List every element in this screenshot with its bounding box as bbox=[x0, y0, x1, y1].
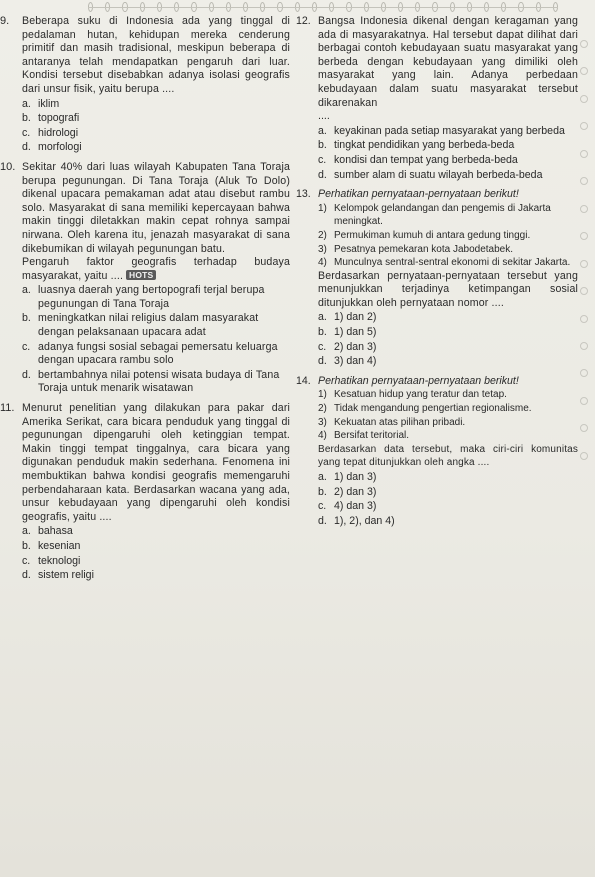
question-number: 14. bbox=[296, 374, 311, 387]
question-number: 12. bbox=[296, 15, 311, 27]
option-a[interactable]: a. luasnya daerah yang bertopografi terjal berupa pegunungan di Tana Toraja bbox=[22, 284, 265, 310]
option-a[interactable]: a. 1) dan 3) bbox=[318, 471, 377, 483]
question-11 bbox=[0, 402, 290, 583]
question-stem: Menurut penelitian yang dilakukan para pakar dari Amerika Serikat, cara bicara penduduk yang tinggal di pegunungan dipengaruhi oleh ketinggian tempat. Makin tinggi tempat tinggalnya, cara bicara yang digunakan penduduk makin sederhana. Fenomena ini membuktikan bahwa kondisi geografis memengaruhi perbendaharaan kata. Berdasarkan wacana yang ada, unsur kebudayaan yang dipengaruhi oleh kondisi geografis, yaitu .... bbox=[22, 402, 290, 523]
option-a[interactable]: a. bahasa bbox=[22, 525, 73, 538]
question-14 bbox=[296, 375, 578, 529]
option-d[interactable]: d. bertambahnya nilai potensi wisata budaya di Tana Toraja untuk menarik wisatawan bbox=[22, 368, 280, 395]
question-number: 11. bbox=[0, 402, 15, 415]
question-instruction: Perhatikan pernyataan-pernyataan berikut! bbox=[318, 188, 519, 201]
statement-2: 2) Tidak mengandung pengertian regionalisme. bbox=[318, 403, 532, 415]
question-number: 9. bbox=[0, 15, 10, 27]
option-c[interactable]: c. 2) dan 3) bbox=[318, 340, 377, 353]
decorative-border-right bbox=[579, 40, 589, 460]
question-instruction: Perhatikan pernyataan-pernyataan berikut! bbox=[318, 374, 519, 387]
option-b[interactable]: b. tingkat pendidikan yang berbeda-beda bbox=[318, 139, 515, 152]
option-b[interactable]: b. topografi bbox=[22, 112, 80, 125]
statement-1: 1) Kelompok gelandangan dan pengemis di Jakarta meningkat. bbox=[318, 202, 551, 228]
option-d[interactable]: d. sumber alam di suatu wilayah berbeda-beda bbox=[318, 168, 543, 181]
option-a[interactable]: a. keyakinan pada setiap masyarakat yang berbeda bbox=[318, 124, 565, 137]
question-stem: Berdasarkan data tersebut, maka ciri-ciri komunitas yang tepat ditunjukkan oleh angka .... bbox=[318, 443, 578, 469]
hots-badge: HOTS bbox=[126, 270, 156, 280]
option-b[interactable]: b. kesenian bbox=[22, 539, 81, 552]
option-c[interactable]: c. hidrologi bbox=[22, 126, 79, 139]
question-stem: Berdasarkan pernyataan-pernyataan tersebut yang menunjukkan terjadinya ketimpangan sosial ditunjukkan oleh pernyataan nomor .... bbox=[318, 269, 578, 309]
question-prompt: Pengaruh faktor geografis terhadap budaya masyarakat, yaitu .... HOTS bbox=[22, 256, 290, 282]
decorative-border-top bbox=[88, 2, 558, 12]
question-ellipsis: .... bbox=[318, 110, 330, 123]
question-9 bbox=[0, 15, 290, 155]
option-a[interactable]: a. iklim bbox=[22, 97, 60, 110]
option-a[interactable]: a. 1) dan 2) bbox=[318, 311, 377, 324]
question-number: 10. bbox=[0, 160, 16, 173]
option-b[interactable]: b. 2) dan 3) bbox=[318, 485, 377, 498]
option-d[interactable]: d. sistem religi bbox=[22, 569, 94, 582]
statement-3: 3) Pesatnya pemekaran kota Jabodetabek. bbox=[318, 243, 514, 255]
option-d[interactable]: d. 3) dan 4) bbox=[318, 355, 377, 368]
question-number: 13. bbox=[296, 188, 311, 201]
question-12 bbox=[296, 15, 578, 182]
option-c[interactable]: c. teknologi bbox=[22, 554, 81, 567]
question-10 bbox=[0, 161, 290, 396]
statement-3: 3) Kekuatan atas pilihan pribadi. bbox=[318, 416, 466, 428]
option-c[interactable]: c. 4) dan 3) bbox=[318, 500, 377, 513]
question-stem: Bangsa Indonesia dikenal dengan keragaman yang ada di masyarakatnya. Hal tersebut dapat dilihat dari berbagai contoh kebudayaan suatu masyarakat yang berbeda dengan kebudayaan yang dimiliki oleh masyarakat yang lain. Adanya perbedaan kebudayaan dalam suatu masyarakat tersebut dikarenakan bbox=[318, 15, 578, 109]
statement-4: 4) Bersifat teritorial. bbox=[318, 430, 410, 442]
left-column bbox=[0, 15, 290, 585]
option-d[interactable]: d. morfologi bbox=[22, 141, 82, 154]
statement-2: 2) Permukiman kumuh di antara gedung tinggi. bbox=[318, 229, 531, 241]
question-stem: Sekitar 40% dari luas wilayah Kabupaten Tana Toraja berupa pegunungan. Di Tana Toraja (Aluk To Dolo) dikenal upacara pemakaman adat atau disebut rambu solo. Masyarakat di sana memiliki kepercayaan bahwa makin tinggi diletakkan makin cepat rohnya sampai nirwana. Oleh karena itu, jenazah masyarakat di sana dikebumikan di wilayah pegunungan batu. bbox=[22, 160, 290, 255]
option-b[interactable]: b. 1) dan 5) bbox=[318, 326, 377, 339]
question-stem: Beberapa suku di Indonesia ada yang tinggal di pedalaman hutan, kehidupan mereka cenderung primitif dan masih tradisional, meskipun beberapa di antaranya telah mendapatkan pengaruh dari luar. Kondisi tersebut disebabkan adanya isolasi geografis dari unsur fisik, yaitu berupa .... bbox=[22, 15, 290, 95]
option-c[interactable]: c. adanya fungsi sosial sebagai pemersatu keluarga dengan upacara rambu solo bbox=[22, 340, 278, 367]
option-b[interactable]: b. meningkatkan nilai religius dalam masyarakat dengan pelaksanaan upacara adat bbox=[22, 312, 259, 339]
statement-1: 1) Kesatuan hidup yang teratur dan tetap. bbox=[318, 389, 507, 401]
option-d[interactable]: d. 1), 2), dan 4) bbox=[318, 514, 395, 527]
right-column bbox=[296, 15, 578, 528]
question-13 bbox=[296, 188, 578, 369]
option-c[interactable]: c. kondisi dan tempat yang berbeda-beda bbox=[318, 153, 518, 166]
statement-4: 4) Munculnya sentral-sentral ekonomi di sekitar Jakarta. bbox=[318, 257, 571, 269]
